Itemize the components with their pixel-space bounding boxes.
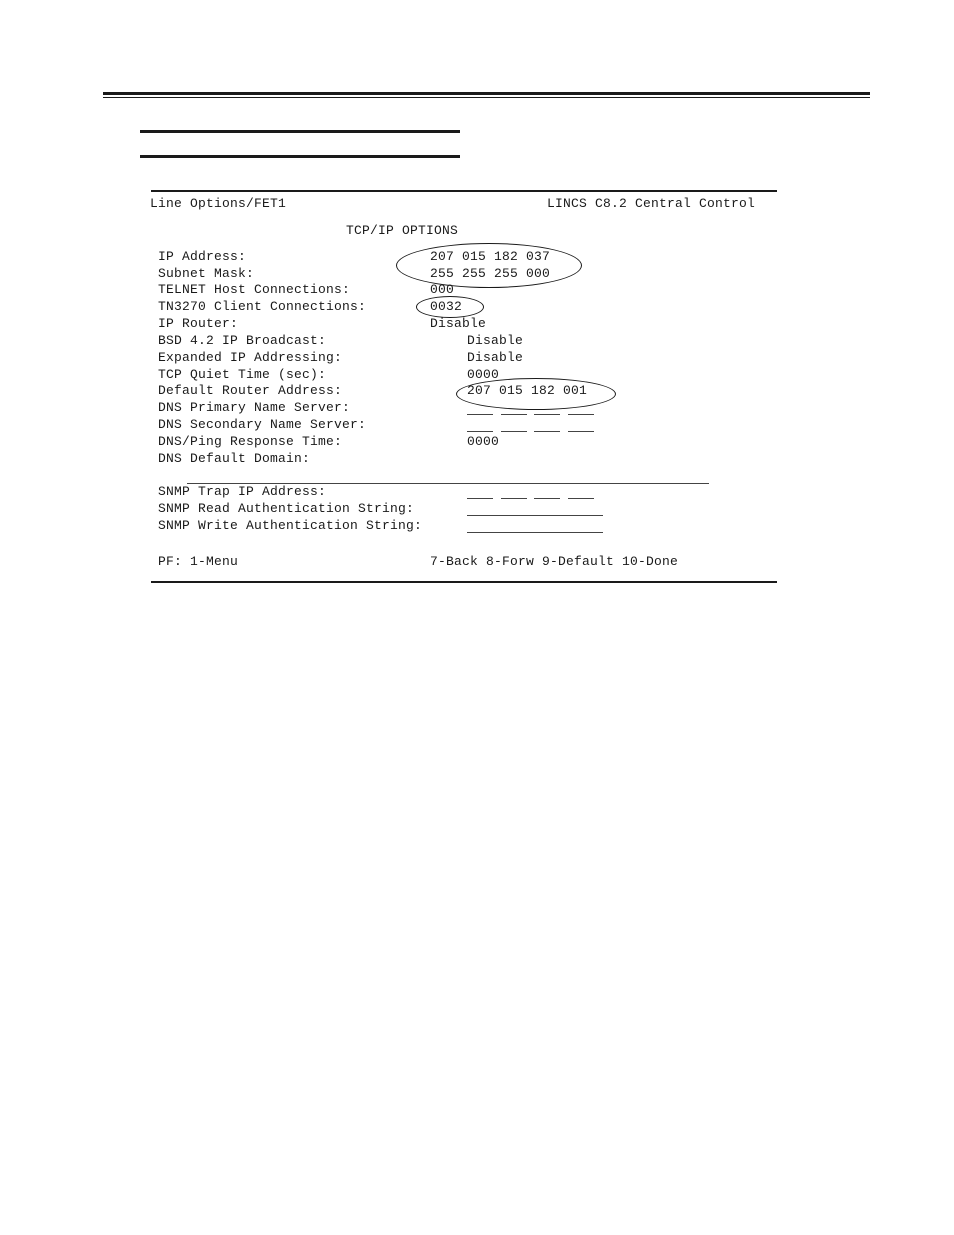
screen-bottom-border xyxy=(151,581,777,583)
octet-blank xyxy=(467,498,493,499)
octet-blank xyxy=(568,414,594,415)
dns-ping-response-time-label: DNS/Ping Response Time: xyxy=(158,434,343,449)
ip-router-label: IP Router: xyxy=(158,316,239,331)
tn3270-client-connections-label: TN3270 Client Connections: xyxy=(158,299,367,314)
subnet-mask-label: Subnet Mask: xyxy=(158,266,255,281)
octet-blank xyxy=(501,414,527,415)
screen-title: TCP/IP OPTIONS xyxy=(346,223,459,238)
page-top-rule-thin xyxy=(103,97,870,98)
octet-blank xyxy=(534,431,560,432)
snmp-trap-ip-address-label: SNMP Trap IP Address: xyxy=(158,484,327,499)
octet-blank xyxy=(467,431,493,432)
section-rule-upper xyxy=(140,130,460,133)
dns-secondary-name-server-label: DNS Secondary Name Server: xyxy=(158,417,367,432)
tn3270-client-connections-field[interactable]: 0032 xyxy=(430,299,463,314)
default-router-address-label: Default Router Address: xyxy=(158,383,343,398)
snmp-write-auth-string-field[interactable] xyxy=(467,532,603,533)
octet-blank xyxy=(501,431,527,432)
ip-router-field[interactable]: Disable xyxy=(430,316,487,331)
expanded-ip-addressing-field[interactable]: Disable xyxy=(467,350,524,365)
octet-blank xyxy=(568,498,594,499)
default-router-address-field[interactable]: 207 015 182 001 xyxy=(467,383,588,398)
snmp-read-auth-string-field[interactable] xyxy=(467,515,603,516)
octet-blank xyxy=(501,498,527,499)
dns-ping-response-time-field[interactable]: 0000 xyxy=(467,434,500,449)
pf-menu-key[interactable]: PF: 1-Menu xyxy=(158,554,239,569)
dns-primary-name-server-label: DNS Primary Name Server: xyxy=(158,400,351,415)
tcp-quiet-time-label: TCP Quiet Time (sec): xyxy=(158,367,327,382)
default-router-highlight-oval xyxy=(456,378,616,410)
snmp-write-auth-string-label: SNMP Write Authentication String: xyxy=(158,518,423,533)
tn3270-highlight-oval xyxy=(416,296,484,318)
dns-default-domain-label: DNS Default Domain: xyxy=(158,451,311,466)
bsd-ip-broadcast-field[interactable]: Disable xyxy=(467,333,524,348)
octet-blank xyxy=(534,414,560,415)
bsd-ip-broadcast-label: BSD 4.2 IP Broadcast: xyxy=(158,333,327,348)
octet-blank xyxy=(534,498,560,499)
snmp-trap-ip-address-field[interactable] xyxy=(467,488,597,502)
screen-header-left: Line Options/FET1 xyxy=(150,196,287,211)
dns-secondary-name-server-field[interactable] xyxy=(467,421,597,435)
section-rule-lower xyxy=(140,155,460,158)
ip-subnet-highlight-oval xyxy=(396,243,582,288)
telnet-host-connections-field[interactable]: 000 xyxy=(430,282,455,297)
page-top-rule-thick xyxy=(103,92,870,95)
screen-header-right: LINCS C8.2 Central Control xyxy=(547,196,756,211)
tcp-quiet-time-field[interactable]: 0000 xyxy=(467,367,500,382)
ip-address-label: IP Address: xyxy=(158,249,247,264)
screen-top-border xyxy=(151,190,777,192)
telnet-host-connections-label: TELNET Host Connections: xyxy=(158,282,351,297)
octet-blank xyxy=(568,431,594,432)
ip-address-field[interactable]: 207 015 182 037 xyxy=(430,249,551,264)
pf-navigation-keys[interactable]: 7-Back 8-Forw 9-Default 10-Done xyxy=(430,554,679,569)
snmp-read-auth-string-label: SNMP Read Authentication String: xyxy=(158,501,415,516)
octet-blank xyxy=(467,414,493,415)
subnet-mask-field[interactable]: 255 255 255 000 xyxy=(430,266,551,281)
expanded-ip-addressing-label: Expanded IP Addressing: xyxy=(158,350,343,365)
